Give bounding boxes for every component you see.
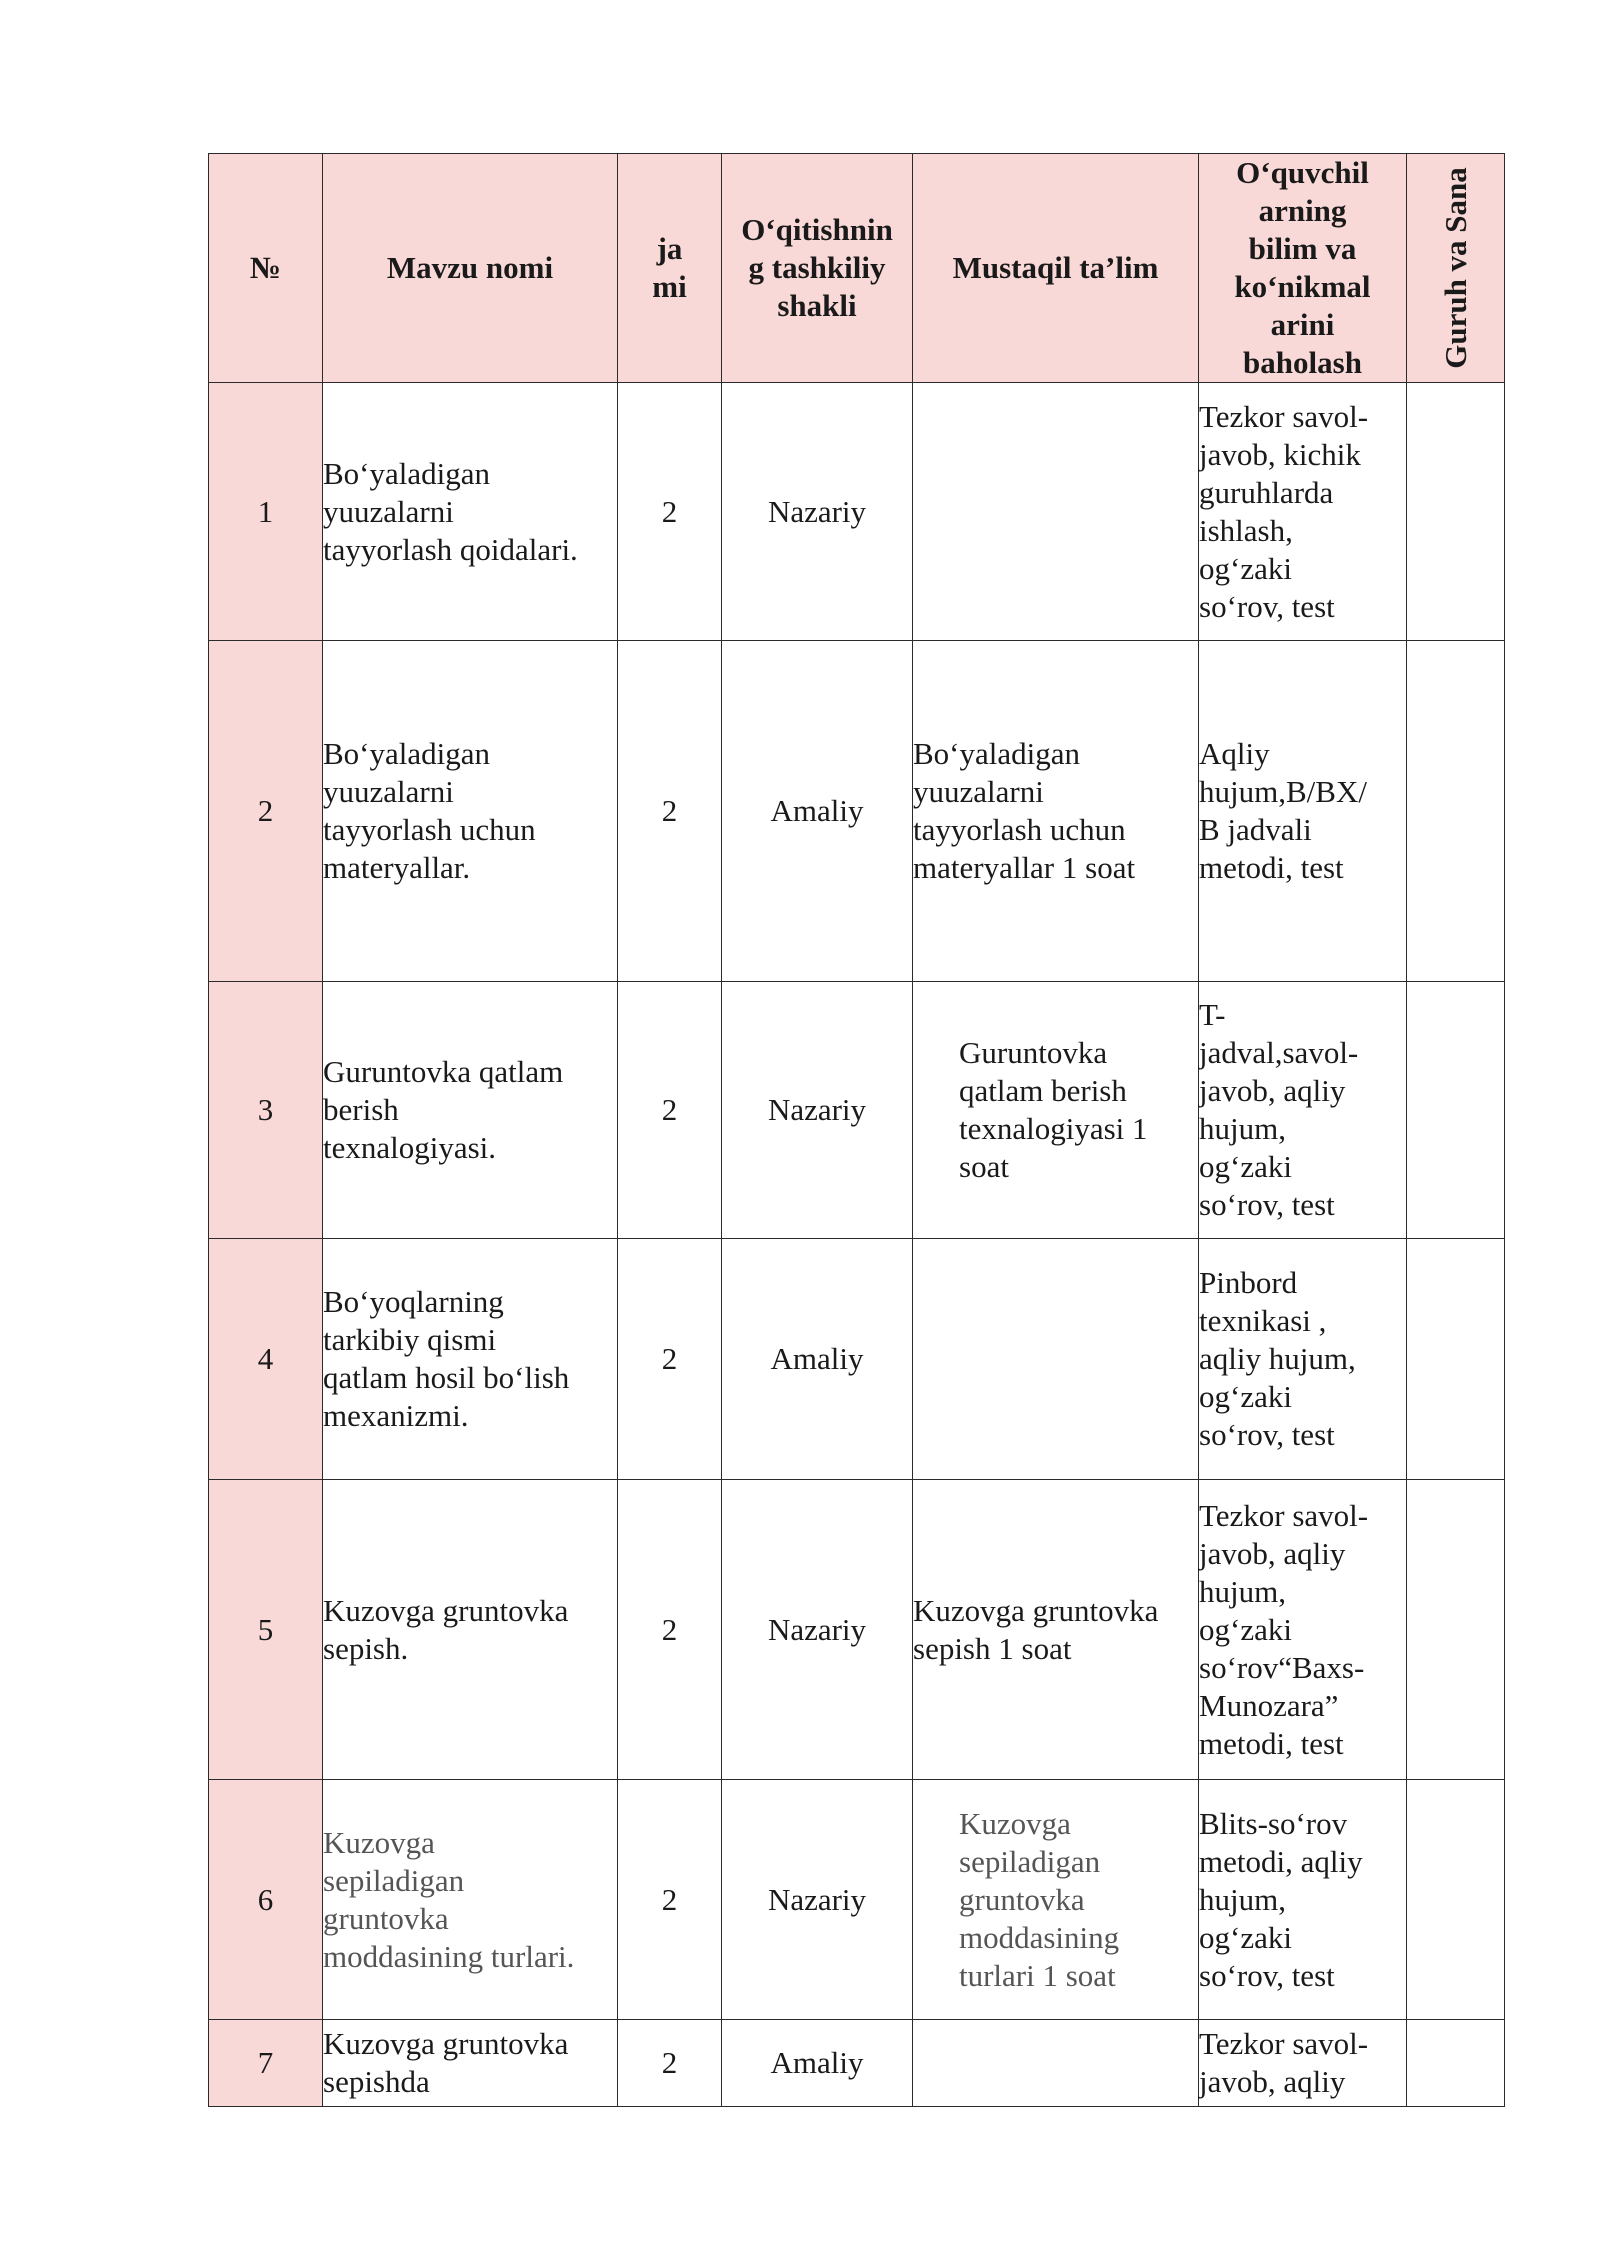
form-cell: Nazariy [722, 383, 913, 641]
total-hours-cell: 2 [618, 982, 722, 1239]
header-num: № [209, 154, 323, 383]
header-group-date: Guruh va Sana [1407, 154, 1505, 383]
assessment-cell: Tezkor savol- javob, aqliy [1199, 2020, 1407, 2107]
self-study-cell: Kuzovga gruntovka sepish 1 soat [913, 1480, 1199, 1780]
group-date-cell [1407, 641, 1505, 982]
topic-cell: Bo‘yaladigan yuuzalarni tayyorlash uchun materyallar. [323, 641, 618, 982]
topic-cell: Bo‘yoqlarning tarkibiy qismi qatlam hosil bo‘lish mexanizmi. [323, 1239, 618, 1480]
form-cell: Nazariy [722, 1480, 913, 1780]
header-assessment: O‘quvchil arning bilim va ko‘nikmal arini baholash [1199, 154, 1407, 383]
topic-cell: Kuzovga gruntovka sepishda [323, 2020, 618, 2107]
form-cell: Amaliy [722, 1239, 913, 1480]
self-study-cell: Kuzovga sepiladigan gruntovka moddasining turlari 1 soat [913, 1780, 1199, 2020]
row-number: 1 [209, 383, 323, 641]
topic-cell: Kuzovga gruntovka sepish. [323, 1480, 618, 1780]
self-study-cell: Bo‘yaladigan yuuzalarni tayyorlash uchun materyallar 1 soat [913, 641, 1199, 982]
row-number: 6 [209, 1780, 323, 2020]
self-study-cell: Guruntovka qatlam berish texnalogiyasi 1 soat [913, 982, 1199, 1239]
header-self-study: Mustaqil ta’lim [913, 154, 1199, 383]
header-total: ja mi [618, 154, 722, 383]
header-form: O‘qitishnin g tashkiliy shakli [722, 154, 913, 383]
group-date-cell [1407, 1480, 1505, 1780]
table-row [209, 2020, 1505, 2107]
assessment-cell: Blits-so‘rov metodi, aqliy hujum, og‘zaki so‘rov, test [1199, 1780, 1407, 2020]
row-number: 7 [209, 2020, 323, 2107]
table-row [209, 1780, 1505, 2020]
total-hours-cell: 2 [618, 1239, 722, 1480]
row-number: 3 [209, 982, 323, 1239]
topic-cell: Bo‘yaladigan yuuzalarni tayyorlash qoidalari. [323, 383, 618, 641]
group-date-cell [1407, 1239, 1505, 1480]
header-row [209, 154, 1505, 383]
total-hours-cell: 2 [618, 383, 722, 641]
lesson-plan-table [208, 153, 1505, 2107]
group-date-cell [1407, 1780, 1505, 2020]
row-number: 2 [209, 641, 323, 982]
topic-cell: Guruntovka qatlam berish texnalogiyasi. [323, 982, 618, 1239]
total-hours-cell: 2 [618, 1780, 722, 2020]
total-hours-cell: 2 [618, 2020, 722, 2107]
form-cell: Nazariy [722, 982, 913, 1239]
assessment-cell: T- jadval,savol- javob, aqliy hujum, og‘zaki so‘rov, test [1199, 982, 1407, 1239]
form-cell: Amaliy [722, 2020, 913, 2107]
self-study-cell [913, 383, 1199, 641]
table-row [209, 641, 1505, 982]
group-date-cell [1407, 383, 1505, 641]
self-study-cell [913, 2020, 1199, 2107]
group-date-cell [1407, 982, 1505, 1239]
assessment-cell: Tezkor savol- javob, aqliy hujum, og‘zaki so‘rov“Baxs- Munozara” metodi, test [1199, 1480, 1407, 1780]
assessment-cell: Pinbord texnikasi , aqliy hujum, og‘zaki so‘rov, test [1199, 1239, 1407, 1480]
topic-cell: Kuzovga sepiladigan gruntovka moddasining turlari. [323, 1780, 618, 2020]
group-date-cell [1407, 2020, 1505, 2107]
assessment-cell: Tezkor savol- javob, kichik guruhlarda ishlash, og‘zaki so‘rov, test [1199, 383, 1407, 641]
assessment-cell: Aqliy hujum,B/BX/ B jadvali metodi, test [1199, 641, 1407, 982]
table-row [209, 383, 1505, 641]
table-row [209, 982, 1505, 1239]
total-hours-cell: 2 [618, 641, 722, 982]
table-row [209, 1239, 1505, 1480]
row-number: 4 [209, 1239, 323, 1480]
form-cell: Amaliy [722, 641, 913, 982]
header-topic: Mavzu nomi [323, 154, 618, 383]
row-number: 5 [209, 1480, 323, 1780]
self-study-cell [913, 1239, 1199, 1480]
total-hours-cell: 2 [618, 1480, 722, 1780]
form-cell: Nazariy [722, 1780, 913, 2020]
table-row [209, 1480, 1505, 1780]
